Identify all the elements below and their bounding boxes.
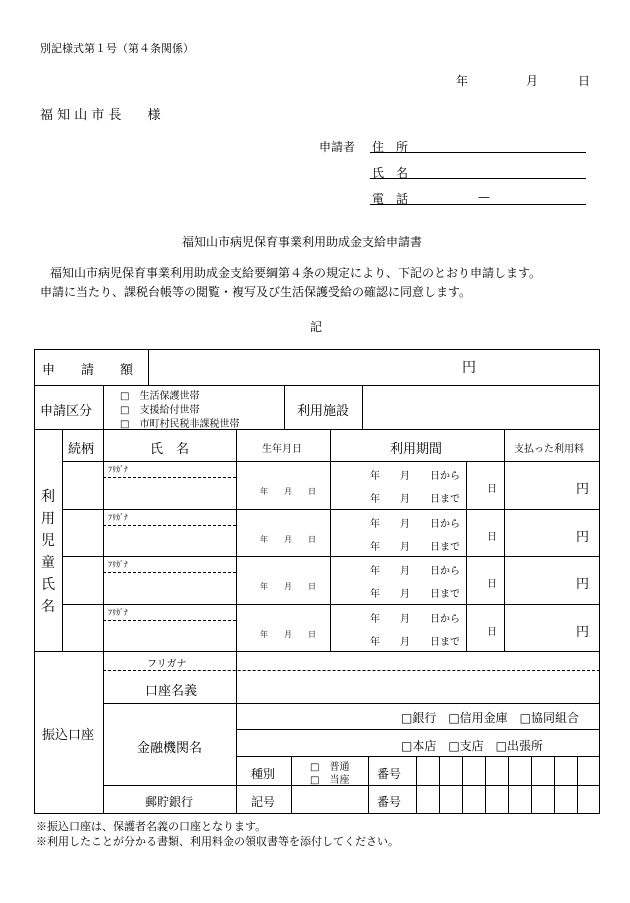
digit-cell-divider	[508, 756, 509, 814]
furigana-label: ﾌﾘｶﾞﾅ	[108, 513, 128, 522]
kind-label: 種別	[251, 767, 276, 781]
yen-label: 円	[576, 625, 590, 640]
category-option[interactable]: □ 市町村民税非課税世帯	[120, 419, 240, 430]
digit-cell-divider	[439, 756, 440, 814]
date-month: 月	[526, 74, 539, 88]
note: ※利用したことが分かる書類、利用料金の領収書等を添付してください。	[36, 835, 399, 848]
address-label: 住 所	[372, 140, 409, 154]
yen-label: 円	[576, 577, 590, 592]
inst-types[interactable]: □銀行 □信用金庫 □協同組合	[401, 711, 580, 725]
period-to-field[interactable]: 年 月 日まで	[370, 494, 460, 505]
category-label: 申請区分	[40, 404, 93, 419]
digit-cell-divider	[554, 756, 555, 814]
addressee: 福 知 山 市 長 様	[40, 108, 161, 123]
children-side-label: 利用児童氏名	[41, 489, 55, 615]
institution-label: 金融機関名	[137, 741, 203, 756]
phone-label: 電 話	[372, 192, 409, 206]
number-label: 番号	[377, 767, 402, 781]
yen-label: 円	[576, 530, 590, 545]
birth-date-field[interactable]: 年 月 日	[260, 630, 316, 639]
category-option[interactable]: □ 生活保護世帯	[120, 391, 200, 402]
period-from-field[interactable]: 年 月 日から	[370, 614, 460, 625]
period-from-field[interactable]: 年 月 日から	[370, 566, 460, 577]
furigana-label: ﾌﾘｶﾞﾅ	[108, 608, 128, 617]
period-to-field[interactable]: 年 月 日まで	[370, 589, 460, 600]
postal-label: 郵貯銀行	[145, 795, 194, 809]
days-label: 日	[487, 484, 497, 495]
header-name: 氏 名	[150, 442, 190, 457]
body-line-2: 申請に当たり、課税台帳等の閲覧・複写及び生活保護受給の確認に同意します。	[40, 285, 472, 299]
period-from-field[interactable]: 年 月 日から	[370, 519, 460, 530]
form-title: 福知山市病児保育事業利用助成金支給申請書	[182, 235, 423, 249]
form-number: 別記様式第１号（第４条関係）	[40, 42, 194, 55]
name-label: 氏 名	[372, 166, 409, 180]
phone-field[interactable]	[370, 204, 586, 205]
header-relation: 続柄	[68, 442, 95, 457]
header-period: 利用期間	[390, 442, 443, 457]
address-field[interactable]	[370, 152, 586, 153]
digit-cell-divider	[485, 756, 486, 814]
header-paid: 支払った利用料	[514, 444, 584, 455]
days-label: 日	[487, 532, 497, 543]
date-year: 年	[456, 74, 469, 88]
digit-cell-divider	[531, 756, 532, 814]
category-option[interactable]: □ 支援給付世帯	[120, 405, 200, 416]
applicant-label: 申請者	[319, 140, 356, 154]
period-from-field[interactable]: 年 月 日から	[370, 471, 460, 482]
yen-label: 円	[576, 482, 590, 497]
period-to-field[interactable]: 年 月 日まで	[370, 542, 460, 553]
phone-separator: —	[478, 190, 490, 204]
digit-cell-divider	[577, 756, 578, 814]
digit-cell-divider	[462, 756, 463, 814]
symbol-label: 記号	[251, 795, 276, 809]
birth-date-field[interactable]: 年 月 日	[260, 487, 316, 496]
days-label: 日	[487, 579, 497, 590]
holder-label: 口座名義	[145, 684, 198, 699]
number2-label: 番号	[377, 795, 402, 809]
ki-mark: 記	[310, 320, 323, 334]
body-line-1: 福知山市病児保育事業利用助成金支給要綱第４条の規定により、下記のとおり申請します。	[50, 266, 542, 280]
name-field[interactable]	[370, 178, 586, 179]
period-to-field[interactable]: 年 月 日まで	[370, 637, 460, 648]
bank-side-label: 振込口座	[42, 728, 95, 743]
birth-date-field[interactable]: 年 月 日	[260, 582, 316, 591]
note: ※振込口座は、保護者名義の口座となります。	[36, 820, 267, 833]
furigana-label: ﾌﾘｶﾞﾅ	[108, 560, 128, 569]
date-day: 日	[578, 74, 591, 88]
bank-furigana-label: フリガナ	[147, 659, 187, 670]
header-birth: 生年月日	[262, 444, 302, 455]
furigana-label: ﾌﾘｶﾞﾅ	[108, 465, 128, 474]
facility-label: 利用施設	[297, 404, 350, 419]
amount-unit: 円	[462, 360, 476, 376]
kind-option[interactable]: □ 当座	[310, 775, 350, 786]
days-label: 日	[487, 627, 497, 638]
kind-option[interactable]: □ 普通	[310, 762, 350, 773]
amount-label: 申 請 額	[42, 363, 134, 378]
birth-date-field[interactable]: 年 月 日	[260, 535, 316, 544]
branch-types[interactable]: □本店 □支店 □出張所	[401, 739, 544, 753]
